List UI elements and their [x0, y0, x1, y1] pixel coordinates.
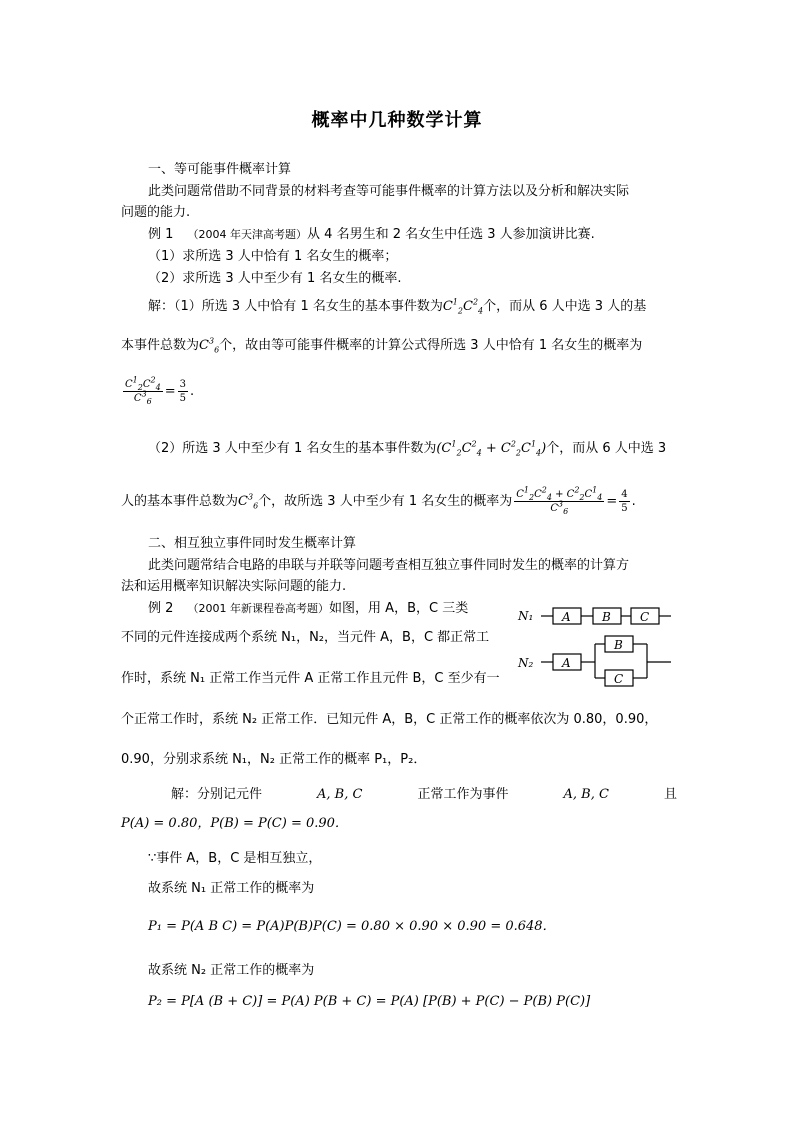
formula-c21-c42: $C^1_2C^2_4$ [442, 297, 484, 316]
solution-2-text-d: 个，故所选 3 人中至少有 1 名女生的概率为 [258, 494, 513, 509]
example-2-line2: 不同的元件连接成两个系统 N₁，N₂，当元件 A，B，C 都正常工 [121, 630, 490, 645]
solution-2-end: 且 [663, 787, 677, 802]
solution-2-line1 [148, 440, 666, 458]
fraction-result-1: $\frac{3}{5}$ [179, 379, 186, 404]
solution-1-line1 [148, 298, 646, 316]
solution-1-line2 [121, 337, 642, 355]
n2-label-a: A [562, 656, 571, 670]
events-abc: A, B, C [317, 787, 363, 802]
solution-1-text-c: 本事件总数为 [121, 338, 200, 353]
n1-probability-label: 故系统 N₁ 正常工作的概率为 [148, 881, 315, 896]
question-1: （1）求所选 3 人中恰有 1 名女生的概率； [148, 249, 398, 264]
p2-equation: P₂ = P[A (B + C)] = P(A) P(B + C) = P(A) [P(B) + P(C) − P(B) P(C)] [148, 994, 591, 1009]
example-2-line5: 0.90，分别求系统 N₁，N₂ 正常工作的概率 P₁，P₂． [121, 752, 427, 767]
n2-label-b: B [614, 638, 623, 652]
example-2-line4: 个正常工作时，系统 N₂ 正常工作．已知元件 A，B，C 正常工作的概率依次为 0.80，0.90， [121, 712, 658, 727]
diagram-label-n1: N₁ [518, 609, 534, 623]
formula-c63: $C^3_6$ [199, 336, 220, 355]
example-2-text-1: 如图，用 A，B，C 三类 [329, 601, 469, 616]
example-1 [148, 226, 595, 244]
example-2-line3: 作时，系统 N₁ 正常工作当元件 A 正常工作且元件 B，C 至少有一 [121, 671, 500, 686]
example-1-text: 从 4 名男生和 2 名女生中任选 3 人参加演讲比赛. [307, 227, 595, 242]
solution-2-mid: 正常工作为事件 [417, 787, 509, 802]
solution-2-text-b: 个，而从 6 人中选 3 [546, 441, 667, 456]
solution-1-text-d: 个，故由等可能事件概率的计算公式得所选 3 人中恰有 1 名女生的概率为 [219, 338, 643, 353]
example-1-source: （2004 年天津高考题） [187, 228, 308, 241]
n2-probability-label: 故系统 N₂ 正常工作的概率为 [148, 963, 315, 978]
example-1-label: 例 1 [148, 227, 174, 242]
solution-2-intro-line1 [121, 786, 677, 804]
n1-label-a: A [562, 610, 571, 624]
formula-c63-b: $C^3_6$ [238, 492, 259, 511]
example-2-label: 例 2 [148, 601, 174, 616]
fraction-sum-over-c63: $\frac{C^1_2C^2_4 + C^2_2C^1_4}{C^3_6}$ [516, 485, 603, 516]
section-1-intro-line1: 此类问题常借助不同背景的材料考查等可能事件概率的计算方法以及分析和解决实际 [148, 184, 630, 199]
n2-label-c: C [614, 672, 624, 686]
n1-label-c: C [640, 610, 650, 624]
fraction-result-2: $\frac{4}{5}$ [621, 489, 628, 514]
independence-statement: ∵事件 A，B，C 是相互独立， [148, 851, 322, 866]
section-1-heading: 一、等可能事件概率计算 [148, 162, 292, 177]
formula-sum: $(C^1_2C^2_4 + C^2_2C^1_4)$ [436, 439, 547, 458]
events-abc-2: A, B, C [563, 787, 609, 802]
question-2: （2）求所选 3 人中至少有 1 名女生的概率. [148, 271, 402, 286]
solution-1-text-a: 解：（1）所选 3 人中恰有 1 名女生的基本事件数为 [148, 299, 443, 314]
n1-label-b: B [602, 610, 611, 624]
solution-2-probabilities: P(A) = 0.80，P(B) = P(C) = 0.90． [121, 816, 348, 831]
section-2-heading: 二、相互独立事件同时发生概率计算 [148, 536, 357, 551]
circuit-diagram [515, 600, 675, 695]
section-2-intro-line2: 法和运用概率知识解决实际问题的能力. [121, 579, 347, 594]
solution-2-text-a: （2）所选 3 人中至少有 1 名女生的基本事件数为 [148, 441, 437, 456]
solution-1-text-b: 个，而从 6 人中选 3 人的基 [483, 299, 647, 314]
solution-1-result: $\frac{C^1_2C^2_4}{C^3_6}$ = $\frac{3}{5}$ . [125, 375, 195, 406]
p1-equation: P₁ = P(A B C) = P(A)P(B)P(C) = 0.80 × 0.90 × 0.90 = 0.648． [148, 919, 556, 934]
example-2-line1 [148, 600, 468, 618]
solution-2-text-c: 人的基本事件总数为 [121, 494, 239, 509]
solution-2-line2: 人的基本事件总数为$C^3_6$个，故所选 3 人中至少有 1 名女生的概率为 $\frac{C^1_2C^2_4 + C^2_2C^1_4}{C^3_6}$ = $\frac{4}{5}$ . [121, 485, 636, 516]
fraction-c21c42-over-c63: $\frac{C^1_2C^2_4}{C^3_6}$ [125, 375, 161, 406]
example-2-source: （2001 年新课程卷高考题） [187, 602, 330, 615]
section-1-intro-line2: 问题的能力. [121, 205, 191, 220]
page-title: 概率中几种数学计算 [311, 110, 483, 131]
section-2-intro-line1: 此类问题常结合电路的串联与并联等问题考查相互独立事件同时发生的概率的计算方 [148, 558, 630, 573]
diagram-label-n2: N₂ [518, 656, 534, 670]
solution-2-label: 解：分别记元件 [171, 787, 263, 802]
